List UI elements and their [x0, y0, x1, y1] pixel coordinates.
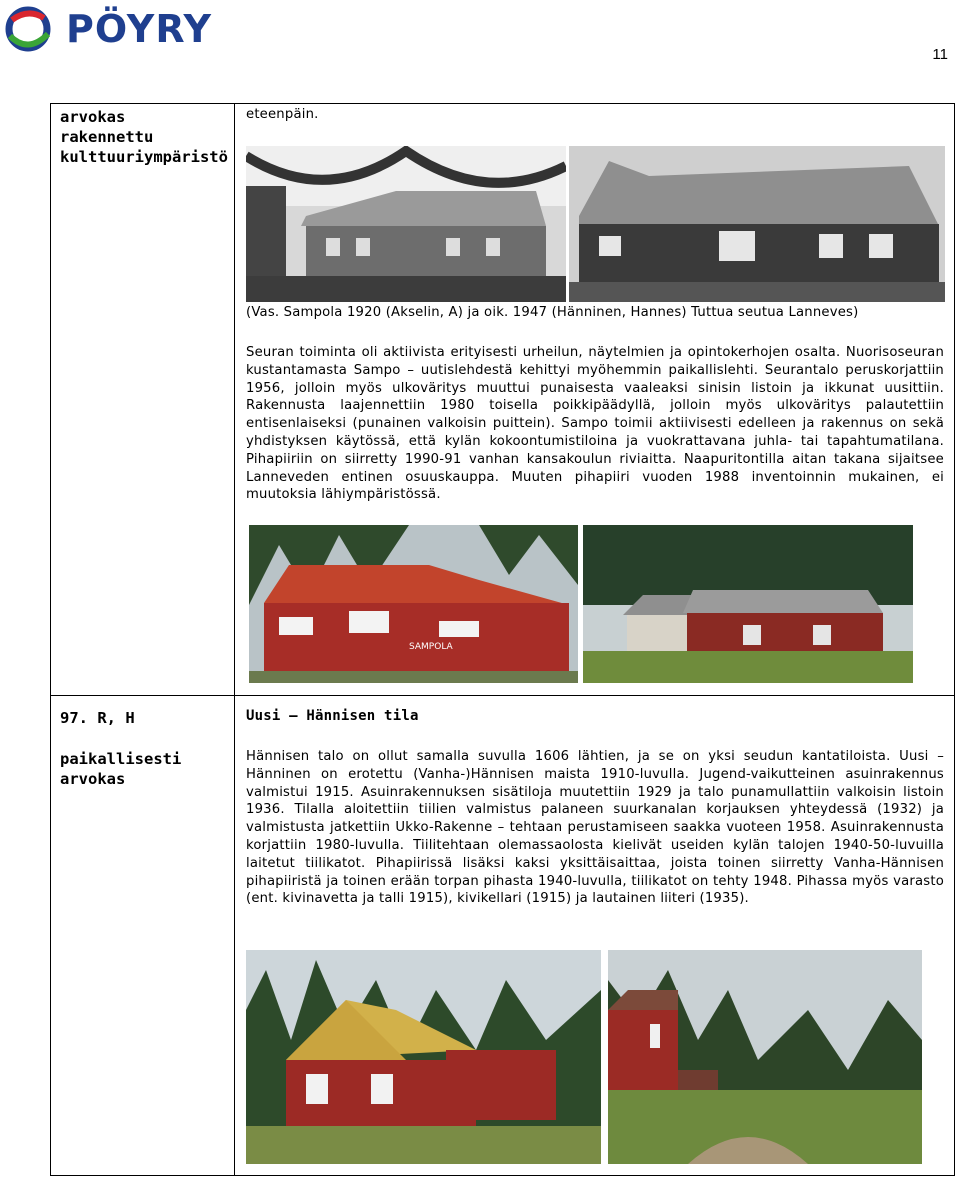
entry1-photo-caption: (Vas. Sampola 1920 (Akselin, A) ja oik. 1947 (Hänninen, Hannes) Tuttua seutua Lanneves): [246, 305, 859, 320]
row-divider: [50, 695, 955, 696]
entry2-description: Hännisen talo on ollut samalla suvulla 1606 lähtien, ja se on yksi seudun kantatiloista. Uusi – Hänninen on erotettu (Vanha-)Hännisen maista 1910-luvulla. Jugend-vaikutteinen asuinrakennus valmistui 1915. Asuinrakennuksen sisätiloja muutettiin 1929 ja talo punamullattiin valkoisin listoin 1936. Tilalla aloitettiin tiilien valmistus palaneen suurkanalan korjauksen yhteydessä (1932) ja valmistusta jatkettiin Ukko-Rakenne – tehtaan perustamiseen saakka vuoteen 1958. Asuinrakennusta korjattiin 1980-luvulla. Tiilitehtaan olemassaolosta kielivät useiden kylän talojen 1940-50-luvuilla laitetut tiilikatot. Pihapiirissä lisäksi kaksi yksittäisaittaa, joista toinen siirretty Vanha-Hännisen pihapiiristä ja toinen erään torpan pihasta 1940-luvulla, tiilikatot on tehty 1948. Pihassa myös varasto (ent. kivinavetta ja talli 1915), kivikellari (1915) ja lautainen liiteri (1935).: [246, 749, 944, 907]
photo-hanninen-1947: [569, 146, 945, 302]
column-divider: [234, 103, 235, 1176]
entry2-rating: paikallisesti arvokas: [60, 750, 182, 788]
entry2-number: 97. R, H: [60, 709, 135, 727]
photo-sampola-present: [249, 525, 578, 683]
photo-riviaitta: [583, 525, 913, 683]
photo-hanninen-main-house: [246, 950, 601, 1164]
entry1-rating: arvokas rakennettu kulttuuriympäristö: [60, 108, 228, 166]
logo-wordmark: PÖYRY: [66, 7, 213, 51]
entry1-intro: eteenpäin.: [246, 107, 319, 122]
poyry-logo: [4, 6, 244, 52]
sampola-sign: SAMPOLA: [409, 642, 453, 652]
entry1-description: Seuran toiminta oli aktiivista erityisesti urheilun, näytelmien ja opintokerhojen osalta. Nuorisoseuran kustantamasta Sampo – uutislehdestä kehittyi myöhemmin paikallislehti. Seurantalo peruskorjattiin 1956, jolloin myös ulkoväritys muuttui punaisesta vaaleaksi sinisin listoin ja ikkunat uusittiin. Rakennusta laajennettiin 1980 toisella poikkipäädyllä, jolloin myös ulkoväritys palautettiin entisenlaiseksi (punainen valkoisin puittein). Sampo toimii aktiivisesti edelleen ja rakennus on sekä yhdistyksen käytössä, että kylän kokoontumistiloina ja vuokrattavana juhla- tai tapahtumatilana. Pihapiiriin on siirretty 1990-91 vanhan kansakoulun riviaitta. Naapuritontilla aitan takana sijaitsee Lanneveden entinen osuuskauppa. Muuten pihapiiri vuoden 1988 inventoinnin mukainen, ei muutoksia lähiympäristössä.: [246, 345, 944, 503]
entry2-title: Uusi – Hännisen tila: [246, 708, 419, 724]
photo-aitta: [608, 950, 922, 1164]
page-number: 11: [932, 46, 948, 63]
poyry-logo-icon: [4, 6, 62, 52]
photo-sampola-1920: [246, 146, 566, 302]
